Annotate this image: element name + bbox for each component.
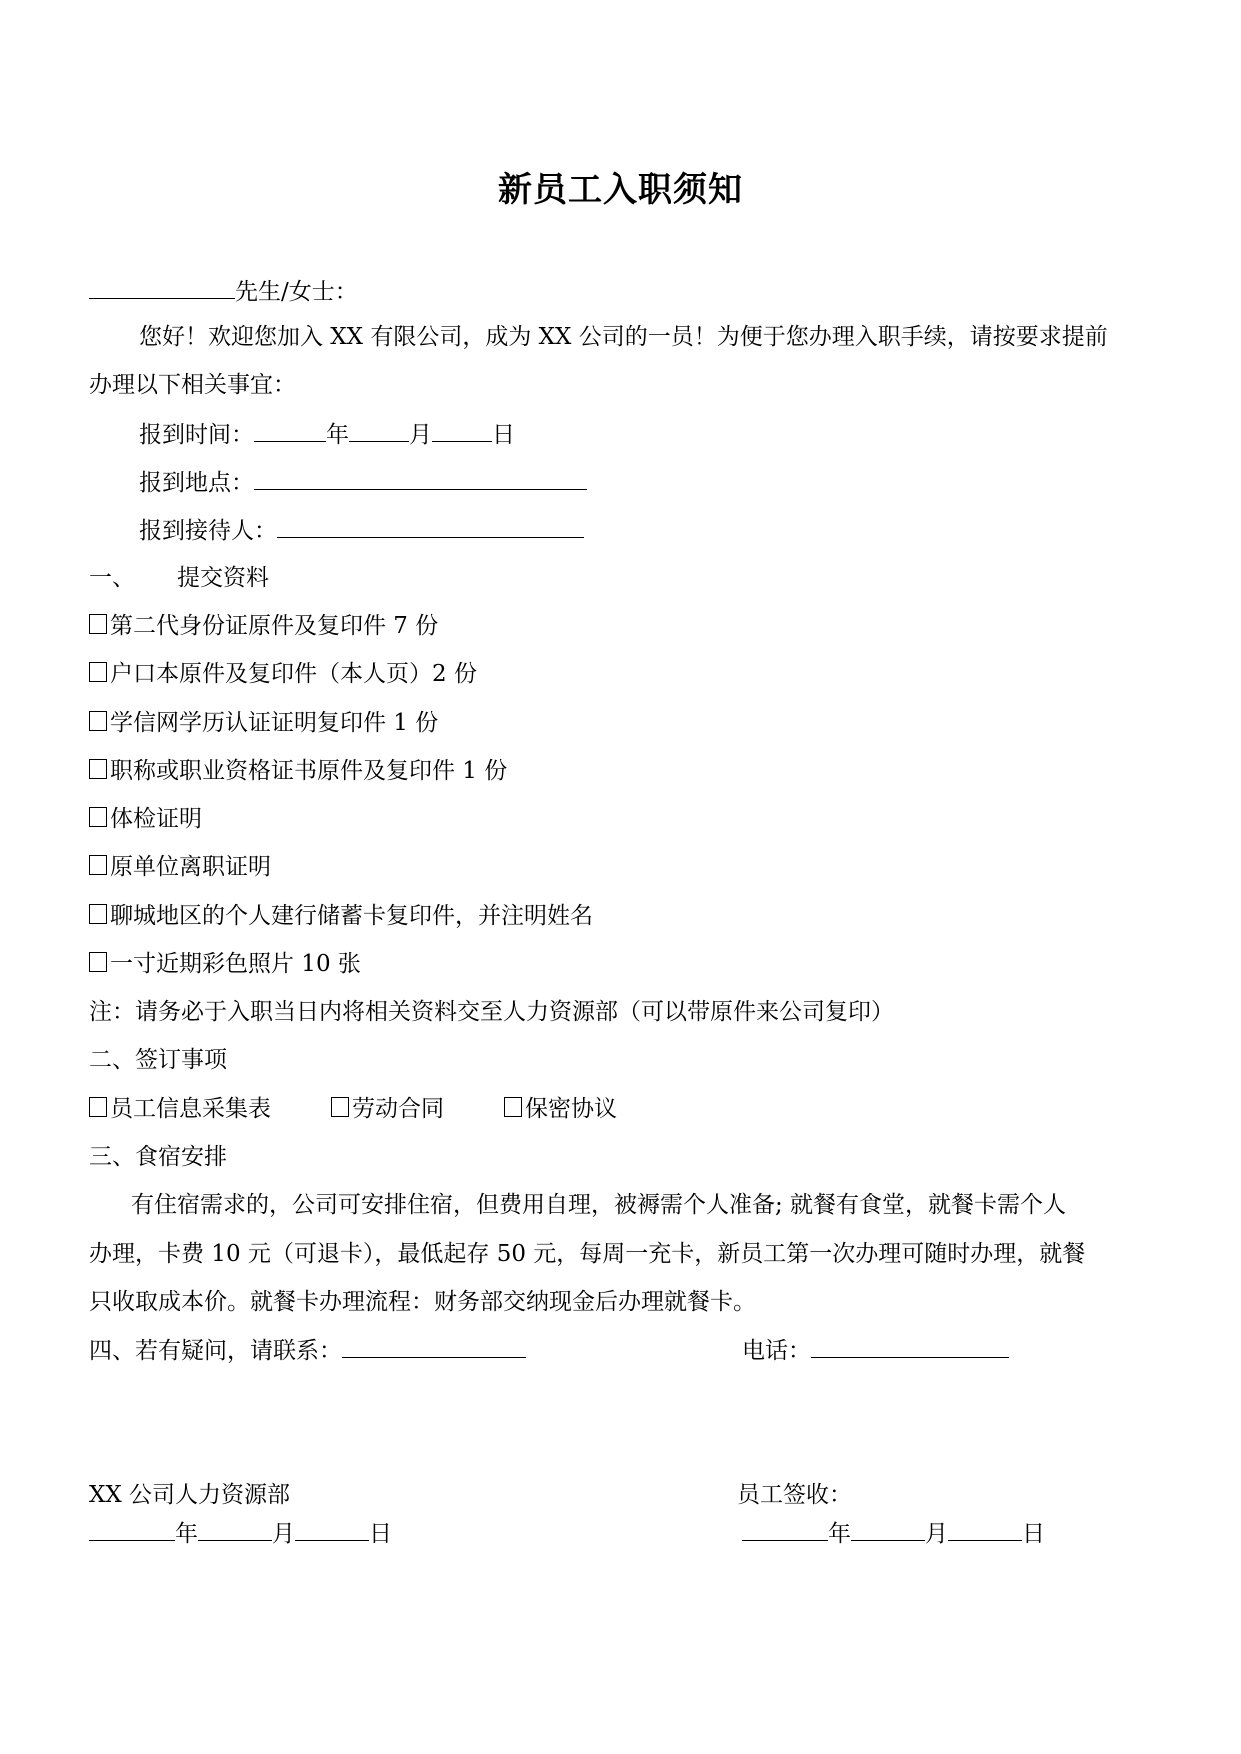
report-year-label: 年: [326, 422, 349, 448]
checkbox-icon[interactable]: [89, 662, 107, 682]
section1-number: 一、: [89, 565, 135, 591]
report-receiver-line: [139, 515, 584, 546]
report-place-blank[interactable]: [254, 467, 587, 490]
name-blank[interactable]: [89, 276, 235, 299]
checklist-item[interactable]: 职称或职业资格证书原件及复印件 1 份: [89, 756, 507, 786]
footer-year-blank[interactable]: [89, 1518, 175, 1541]
footer-date-left: 年 月 日: [89, 1518, 392, 1549]
footer-day-blank[interactable]: [295, 1518, 369, 1541]
report-day-label: 日: [492, 422, 515, 448]
report-year-blank[interactable]: [254, 419, 326, 442]
footer-date-right: 年 月 日: [742, 1518, 1045, 1549]
report-time-line: [139, 419, 515, 450]
sign-item[interactable]: 员工信息采集表: [89, 1096, 271, 1122]
section3-line-3: 只收取成本价。就餐卡办理流程：财务部交纳现金后办理就餐卡。: [89, 1289, 756, 1315]
footer-department: XX 公司人力资源部: [89, 1482, 291, 1508]
phone-blank[interactable]: [811, 1335, 1009, 1358]
checkbox-icon[interactable]: [504, 1097, 522, 1117]
checklist-item[interactable]: 一寸近期彩色照片 10 张: [89, 949, 361, 979]
section3-line-1: 有住宿需求的，公司可安排住宿，但费用自理，被褥需个人准备; 就餐有食堂，就餐卡需个人: [131, 1192, 1067, 1218]
report-place-line: [139, 467, 587, 498]
report-month-label: 月: [409, 422, 432, 448]
intro-line-1: 您好！欢迎您加入 XX 有限公司，成为 XX 公司的一员！为便于您办理入职手续，请按要求提前: [139, 324, 1108, 350]
sign-day-blank[interactable]: [948, 1518, 1022, 1541]
salutation-line: [89, 276, 358, 307]
checkbox-icon[interactable]: [89, 711, 107, 731]
sign-month-blank[interactable]: [851, 1518, 925, 1541]
report-receiver-blank[interactable]: [277, 515, 584, 538]
sign-year-blank[interactable]: [742, 1518, 828, 1541]
report-receiver-label: 报到接待人：: [139, 518, 277, 544]
checklist-item[interactable]: 户口本原件及复印件（本人页）2 份: [89, 659, 477, 689]
page-title: 新员工入职须知: [498, 170, 743, 210]
section4-phone: [742, 1335, 1009, 1366]
sign-items-row: [89, 1094, 617, 1124]
phone-label: 电话：: [742, 1338, 811, 1364]
section4-title: 四、若有疑问，请联系：: [89, 1338, 342, 1364]
footer-month-blank[interactable]: [198, 1518, 272, 1541]
section3-heading: 三、食宿安排: [89, 1144, 227, 1170]
checklist-item[interactable]: 学信网学历认证证明复印件 1 份: [89, 708, 438, 738]
sign-item[interactable]: 劳动合同: [331, 1096, 444, 1122]
section2-heading: 二、签订事项: [89, 1047, 227, 1073]
checkbox-icon[interactable]: [89, 904, 107, 924]
section1-title: 提交资料: [177, 565, 269, 591]
checkbox-icon[interactable]: [89, 1097, 107, 1117]
checklist-item[interactable]: 聊城地区的个人建行储蓄卡复印件，并注明姓名: [89, 901, 593, 931]
checklist-item[interactable]: 体检证明: [89, 804, 202, 834]
report-time-label: 报到时间：: [139, 422, 254, 448]
checkbox-icon[interactable]: [89, 614, 107, 634]
contact-person-blank[interactable]: [342, 1335, 526, 1358]
section3-line-2: 办理，卡费 10 元（可退卡），最低起存 50 元，每周一充卡，新员工第一次办理可随时办理，就餐: [89, 1241, 1086, 1267]
intro-line-2: 办理以下相关事宜：: [89, 372, 296, 398]
report-month-blank[interactable]: [349, 419, 409, 442]
report-day-blank[interactable]: [432, 419, 492, 442]
salutation-text: 先生/女士：: [235, 279, 358, 305]
checklist-item[interactable]: 第二代身份证原件及复印件 7 份: [89, 611, 438, 641]
checkbox-icon[interactable]: [331, 1097, 349, 1117]
report-place-label: 报到地点：: [139, 470, 254, 496]
section1-note: 注：请务必于入职当日内将相关资料交至人力资源部（可以带原件来公司复印）: [89, 999, 894, 1025]
checkbox-icon[interactable]: [89, 807, 107, 827]
checkbox-icon[interactable]: [89, 855, 107, 875]
footer-employee-sign: 员工签收：: [737, 1482, 852, 1508]
checklist-item[interactable]: 原单位离职证明: [89, 852, 271, 882]
section4-contact: [89, 1335, 526, 1366]
checkbox-icon[interactable]: [89, 759, 107, 779]
section1-heading: [89, 563, 269, 593]
checkbox-icon[interactable]: [89, 952, 107, 972]
sign-item[interactable]: 保密协议: [504, 1096, 617, 1122]
